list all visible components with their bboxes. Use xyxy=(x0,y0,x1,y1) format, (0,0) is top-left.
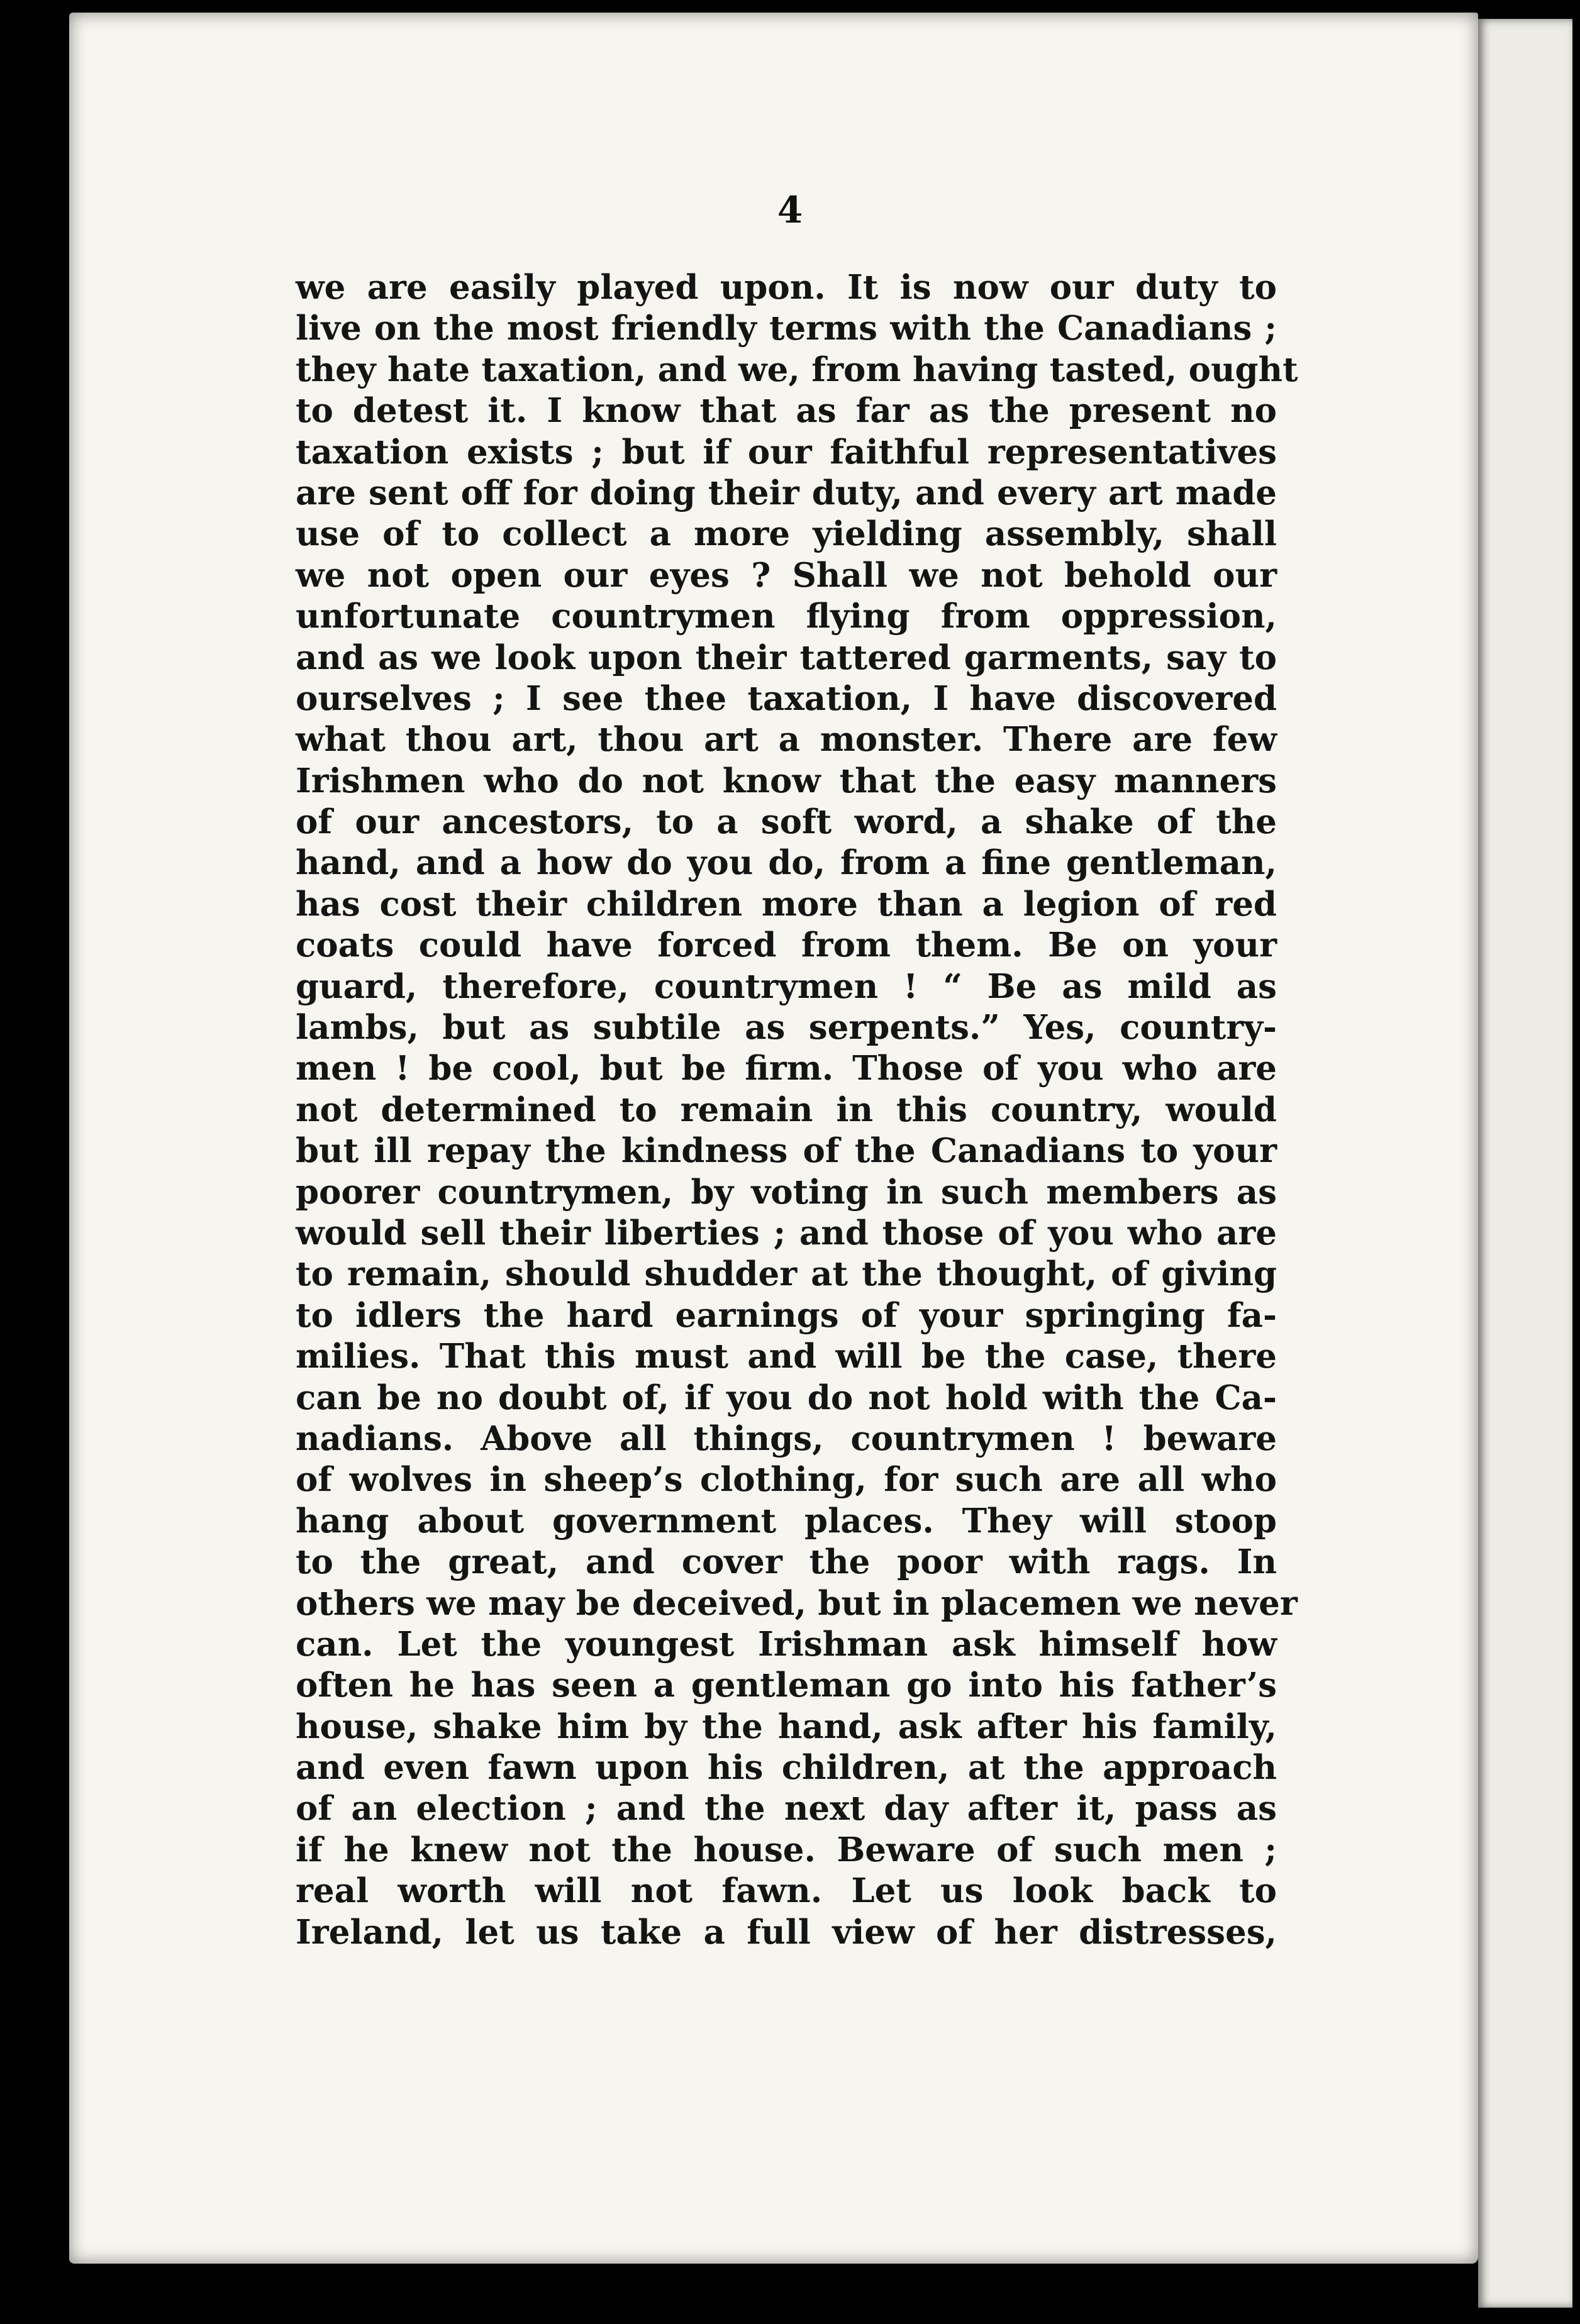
text-line: unfortunate countrymen flying from oppression, xyxy=(296,597,1277,636)
text-line: we are easily played upon. It is now our duty to xyxy=(296,268,1277,307)
text-line: house, shake him by the hand, ask after his family, xyxy=(296,1707,1277,1746)
text-line: but ill repay the kindness of the Canadians to your xyxy=(296,1131,1277,1171)
text-line: Irishmen who do not know that the easy manners xyxy=(296,761,1277,800)
text-line: others we may be deceived, but in placemen we never xyxy=(296,1583,1298,1623)
text-line: ourselves ; I see thee taxation, I have discovered xyxy=(296,678,1277,718)
text-line: coats could have forced from them. Be on your xyxy=(296,926,1277,965)
page-number: 4 xyxy=(777,189,803,231)
text-line: Ireland, let us take a full view of her distresses, xyxy=(296,1912,1277,1952)
text-line: are sent off for doing their duty, and every art made xyxy=(296,473,1277,512)
text-line: to detest it. I know that as far as the present no xyxy=(296,391,1277,431)
text-line: hand, and a how do you do, from a fine gentleman, xyxy=(296,843,1277,883)
text-line: and even fawn upon his children, at the approach xyxy=(296,1748,1277,1788)
text-line: live on the most friendly terms with the Canadians ; xyxy=(296,309,1277,348)
text-line: not determined to remain in this country, would xyxy=(296,1090,1277,1129)
text-line: to remain, should shudder at the thought, of giving xyxy=(296,1254,1277,1294)
text-line: if he knew not the house. Beware of such men ; xyxy=(296,1830,1277,1869)
text-line: has cost their children more than a legion of red xyxy=(296,884,1277,924)
text-line: lambs, but as subtile as serpents.” Yes, country- xyxy=(296,1008,1277,1048)
text-line: of an election ; and the next day after it, pass as xyxy=(296,1789,1277,1829)
text-line: use of to collect a more yielding assembly, shall xyxy=(296,514,1277,554)
text-line: would sell their liberties ; and those of you who are xyxy=(296,1213,1277,1253)
text-line: men ! be cool, but be firm. Those of you who are xyxy=(296,1049,1277,1088)
text-line: often he has seen a gentleman go into his father’s xyxy=(296,1666,1277,1705)
text-line: and as we look upon their tattered garments, say to xyxy=(296,638,1277,677)
text-line: of wolves in sheep’s clothing, for such are all who xyxy=(296,1460,1277,1500)
text-line: hang about government places. They will stoop xyxy=(296,1501,1277,1541)
text-line: to idlers the hard earnings of your springing fa- xyxy=(296,1295,1277,1335)
text-line: guard, therefore, countrymen ! “ Be as mild as xyxy=(296,966,1277,1006)
text-line: they hate taxation, and we, from having tasted, ought xyxy=(296,350,1298,389)
text-line: what thou art, thou art a monster. There are few xyxy=(296,720,1277,760)
text-line: can be no doubt of, if you do not hold with the Ca- xyxy=(296,1378,1277,1417)
adjacent-page-edge xyxy=(1478,19,1572,2308)
text-line: nadians. Above all things, countrymen ! beware xyxy=(296,1419,1277,1458)
text-line: to the great, and cover the poor with rags. In xyxy=(296,1542,1277,1582)
text-line: poorer countrymen, by voting in such members as xyxy=(296,1172,1277,1212)
text-line: taxation exists ; but if our faithful representatives xyxy=(296,432,1277,472)
text-line: we not open our eyes ? Shall we not behold our xyxy=(296,555,1277,595)
text-line: of our ancestors, to a soft word, a shake of the xyxy=(296,802,1277,842)
text-line: can. Let the youngest Irishman ask himself how xyxy=(296,1624,1277,1664)
text-line: milies. That this must and will be the case, there xyxy=(296,1337,1277,1376)
body-text xyxy=(296,267,1298,1953)
text-line: real worth will not fawn. Let us look back to xyxy=(296,1871,1277,1911)
